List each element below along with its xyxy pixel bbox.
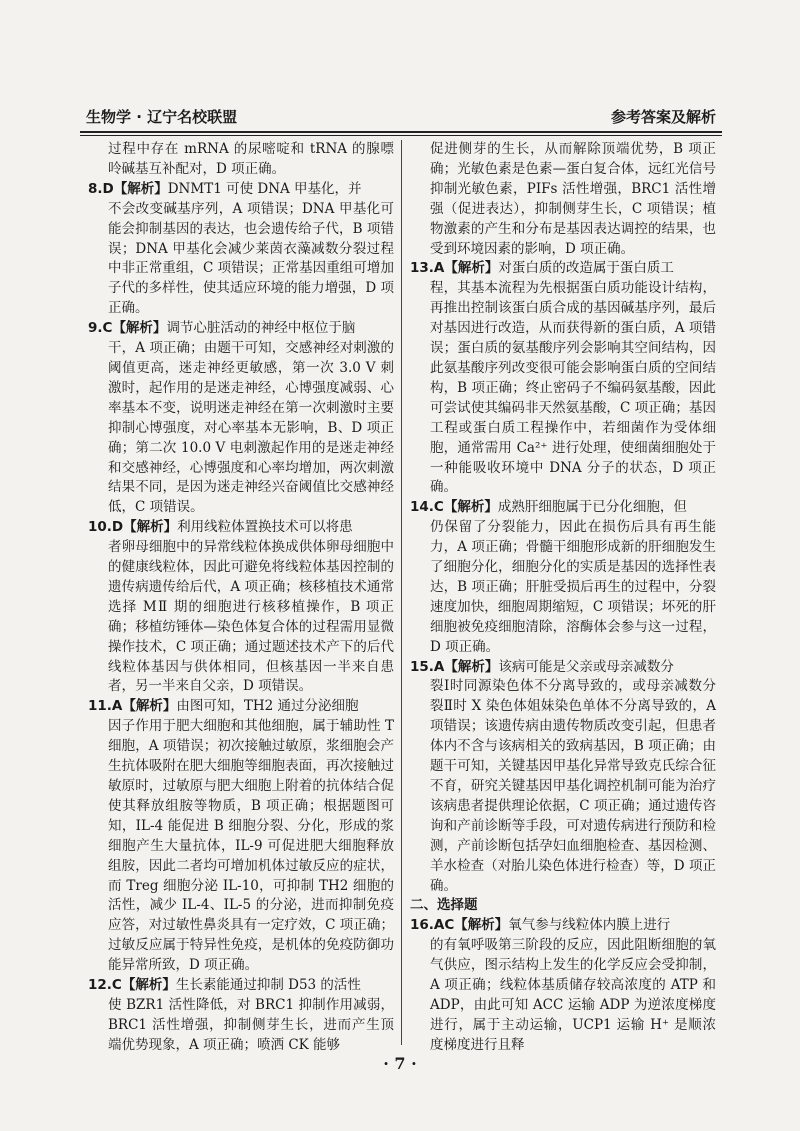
analysis-tag: 【解析】 — [443, 499, 498, 516]
entry-body-text: 促进侧芽的生长，从而解除顶端优势，B 项正确；光敏色素是色素—蛋白复合体，远红光信号抑制光敏色素，PIFs 活性增强，BRC1 活性增强（促进表达），抑制侧芽生长，C 项错误；植物激素的产生和分布是基因表达调控的结果，也受到环境因素的影响，D 项正确。 — [430, 141, 716, 257]
answer-entry — [410, 658, 716, 897]
left-column — [88, 140, 394, 1056]
analysis-tag: 【解析】 — [123, 519, 178, 536]
entry-first-line — [88, 180, 394, 200]
answer-entry — [88, 180, 394, 319]
entry-first-line — [88, 319, 394, 339]
entry-body-text: 程，其基本流程为先根据蛋白质功能设计结构，再推出控制该蛋白质合成的基因碱基序列，最后对基因进行改造，从而获得新的蛋白质，A 项错误；蛋白质的氨基酸序列会影响其空间结构，因此氨基酸序列改变很可能会影响蛋白质的空间结构，B 项正确；终止密码子不编码氨基酸，因此可尝试使其编码非天然氨基酸，C 项正确；基因工程或蛋白质工程操作中，若细菌作为受体细胞，通常需用 Ca²⁺ 进行处理，使细菌细胞处于一种能吸收环境中 DNA 分子的状态，D 项正确。 — [430, 280, 716, 496]
answer-entry — [410, 916, 716, 1055]
entry-first-line — [88, 697, 394, 717]
answer-entry — [88, 140, 394, 180]
entry-body-text: 过程中存在 mRNA 的尿嘧啶和 tRNA 的腺嘌呤碱基互补配对，D 项正确。 — [108, 141, 394, 177]
header-rule-thin — [80, 135, 722, 136]
entry-body-text: 使 BZR1 活性降低，对 BRC1 抑制作用减弱，BRC1 活性增强，抑制侧芽生长，进而产生顶端优势现象，A 项正确；喷洒 CK 能够 — [108, 996, 394, 1053]
answer-number: 10.D — [88, 519, 124, 536]
entry-body-text: 者卵母细胞中的异常线粒体换成供体卵母细胞中的健康线粒体，因此可避免将线粒体基因控制的遗传病遗传给后代，A 项正确；核移植技术通常选择 MⅡ 期的细胞进行核移植操作，B 项正确；移植纺锤体—染色体复合体的过程需用显微操作技术，C 项正确；通过题述技术产下的后代线粒体基因与供体相同，但核基因一半来自患者，另一半来自父亲，D 项错误。 — [108, 539, 394, 695]
answer-number: 11.A — [88, 698, 123, 715]
entry-body-text: 仍保留了分裂能力，因此在损伤后具有再生能力，A 项正确；骨髓干细胞形成新的肝细胞发生了细胞分化，细胞分化的实质是基因的选择性表达，B 项正确；肝脏受损后再生的过程中，分裂速度加快，细胞周期缩短，C 项错误；坏死的肝细胞被免疫细胞清除，溶酶体会参与这一过程，D 项正确。 — [430, 519, 716, 655]
entry-lead-text: 利用线粒体置换技术可以将患 — [177, 519, 353, 536]
answer-entry — [88, 976, 394, 1056]
analysis-tag: 【解析】 — [122, 698, 177, 715]
answer-entry — [88, 319, 394, 518]
right-column — [410, 140, 716, 1056]
entry-lead-text: 调节心脏活动的神经中枢位于脑 — [166, 320, 356, 337]
entry-body-text: 不会改变碱基序列，A 项错误；DNA 甲基化可能会抑制基因的表达，也会遗传给子代，B 项错误；DNA 甲基化会减少莱茵衣藻减数分裂过程中非正常重组，C 项错误；正常基因重组可增加子代的多样性，使其适应环境的能力增强，D 项正确。 — [108, 200, 394, 317]
answer-entry — [410, 140, 716, 259]
analysis-tag: 【解析】 — [454, 917, 509, 934]
answer-number: 8.D — [88, 180, 114, 197]
page-number: · 7 · — [383, 1054, 417, 1073]
analysis-tag: 【解析】 — [121, 977, 176, 994]
answer-number: 16.AC — [410, 917, 455, 934]
entry-lead-text: DNMT1 可使 DNA 甲基化，并 — [167, 180, 362, 197]
entry-body-text: 因子作用于肥大细胞和其他细胞，属于辅助性 T 细胞，A 项错误；初次接触过敏原，浆细胞会产生抗体吸附在肥大细胞等细胞表面，再次接触过敏原时，过敏原与肥大细胞上附着的抗体结合促使其释放组胺等物质，B 项正确；根据题图可知，IL-4 能促进 B 细胞分裂、分化，形成的浆细胞产生大量抗体，IL-9 可促进肥大细胞释放组胺，因此二者均可增加机体过敏反应的症状，而 Treg 细胞分泌 IL-10，可抑制 TH2 细胞的活性，减少 IL-4、IL-5 的分泌，进而抑制免疫应答，对过敏性鼻炎具有一定疗效，C 项正确；过敏反应属于特异性免疫，是机体的免疫防御功能异常所致，D 项正确。 — [108, 718, 394, 974]
answer-entry — [88, 518, 394, 697]
answer-number: 13.A — [410, 260, 445, 277]
section-heading: 二、选择题 — [410, 897, 478, 914]
entry-lead-text: 对蛋白质的改造属于蛋白质工 — [498, 260, 674, 277]
answer-number: 14.C — [410, 499, 444, 516]
entry-lead-text: 由图可知，TH2 通过分泌细胞 — [176, 698, 359, 715]
entry-first-line — [410, 259, 716, 279]
entry-first-line — [410, 658, 716, 678]
answer-number: 15.A — [410, 658, 445, 675]
analysis-tag: 【解析】 — [113, 180, 168, 197]
header-rule-thick — [80, 131, 722, 133]
answer-number: 12.C — [88, 977, 122, 994]
answer-entry — [410, 498, 716, 657]
entry-first-line — [88, 976, 394, 996]
analysis-tag: 【解析】 — [112, 320, 167, 337]
answer-entry — [410, 259, 716, 498]
entry-body-text: 的有氧呼吸第三阶段的反应，因此阻断细胞的氧气供应，图示结构上发生的化学反应会受抑制，A 项正确；线粒体基质储存较高浓度的 ATP 和 ADP，由此可知 ACC 运输 ADP 为逆浓度梯度进行，属于主动运输，UCP1 运输 H⁺ 是顺浓度梯度进行且释 — [430, 937, 716, 1053]
answer-number: 9.C — [88, 320, 113, 337]
entry-first-line — [410, 498, 716, 518]
analysis-tag: 【解析】 — [444, 658, 499, 675]
answer-entry — [88, 697, 394, 976]
entry-lead-text: 生长素能通过抑制 D53 的活性 — [175, 977, 361, 994]
entry-body-text: 干，A 项正确；由题干可知，交感神经对刺激的阈值更高，迷走神经更敏感，第一次 3.0 V 刺激时，起作用的是迷走神经，心博强度减弱、心率基本不变，说明迷走神经在第一次刺激时主要抑制心博强度，对心率基本无影响，B、D 项正确；第二次 10.0 V 电刺激起作用的是迷走神经和交感神经，心博强度和心率均增加，两次刺激结果不同，是因为迷走神经兴奋阈值比交感神经低，C 项错误。 — [108, 340, 394, 516]
entry-lead-text: 氧气参与线粒体内膜上进行 — [508, 917, 671, 934]
page-header — [80, 104, 720, 130]
header-title: 参考答案及解析 — [610, 108, 716, 126]
entry-body-text: 裂Ⅰ时同源染色体不分离导致的，或母亲减数分裂Ⅱ时 X 染色体姐妹染色单体不分离导致的，A 项错误；该遗传病由遗传物质改变引起，但患者体内不含与该病相关的致病基因，B 项正确；由题干可知，关键基因甲基化异常导致克氏综合征不育，研究关键基因甲基化调控机制可能为治疗该病患者提供理论依据，C 项正确；通过遗传咨询和产前诊断等手段，可对遗传病进行预防和检测，产前诊断包括孕妇血细胞检查、基因检测、羊水检查（对胎儿染色体进行检查）等，D 项正确。 — [430, 678, 716, 894]
header-subject: 生物学 · 辽宁名校联盟 — [86, 108, 238, 126]
column-divider — [401, 140, 402, 1045]
entry-first-line — [88, 518, 394, 538]
entry-lead-text: 该病可能是父亲或母亲减数分 — [498, 658, 674, 675]
entry-first-line — [410, 916, 716, 936]
entry-lead-text: 成熟肝细胞属于已分化细胞，但 — [497, 499, 687, 516]
analysis-tag: 【解析】 — [444, 260, 499, 277]
